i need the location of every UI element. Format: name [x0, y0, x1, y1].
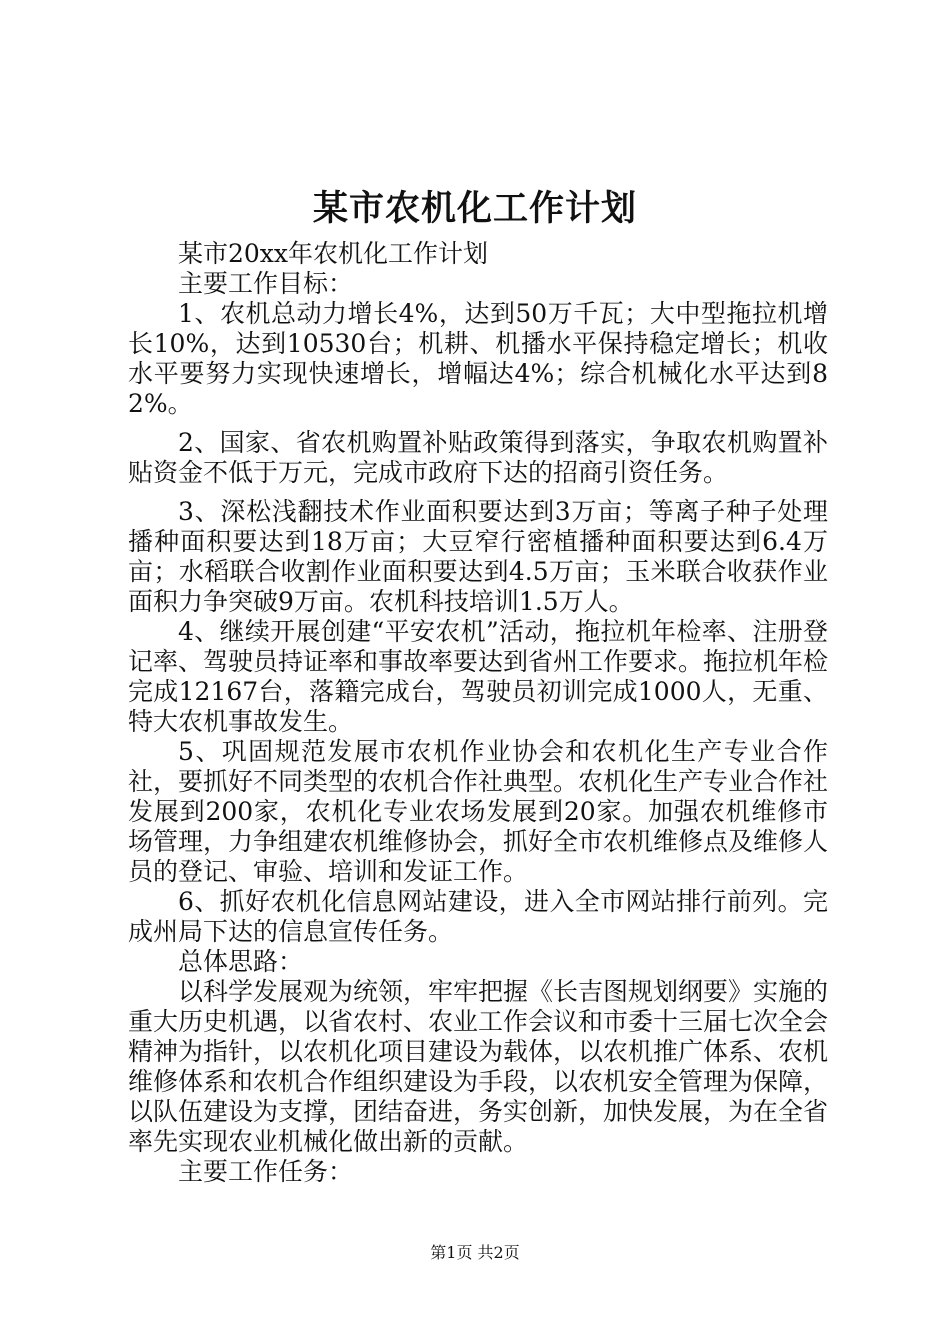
page-footer: 第1页 共2页: [430, 1243, 520, 1262]
section-heading-goals: 主要工作目标：: [178, 269, 354, 298]
document-title: 某市农机化工作计划: [312, 188, 637, 229]
goal-item-5: 5、巩固规范发展市农机作业协会和农机化生产专业合作社，要抓好不同类型的农机合作社典型。农机化生产专业合作社发展到200家，农机化专业农场发展到20家。加强农机维修市场管理，力争组建农机维修协会，抓好全市农机维修点及维修人员的登记、审验、培训和发证工作。: [128, 737, 829, 886]
goal-item-6: 6、抓好农机化信息网站建设，进入全市网站排行前列。完成州局下达的信息宣传任务。: [128, 887, 828, 946]
goal-item-1: 1、农机总动力增长4%，达到50万千瓦；大中型拖拉机增长10%，达到10530台；机耕、机播水平保持稳定增长；机收水平要努力实现快速增长，增幅达4%；综合机械化水平达到82%。: [128, 299, 828, 418]
plan-heading: 某市20xx年农机化工作计划: [178, 239, 489, 268]
section-heading-tasks: 主要工作任务：: [178, 1157, 354, 1186]
document-body: [128, 239, 828, 1187]
section-heading-approach: 总体思路：: [178, 947, 304, 976]
approach-paragraph: 以科学发展观为统领，牢牢把握《长吉图规划纲要》实施的重大历史机遇，以省农村、农业工作会议和市委十三届七次全会精神为指针，以农机化项目建设为载体，以农机推广体系、农机维修体系和农机合作组织建设为手段，以农机安全管理为保障，以队伍建设为支撑，团结奋进，务实创新，加快发展，为在全省率先实现农业机械化做出新的贡献。: [128, 977, 829, 1156]
goal-item-3: 3、深松浅翻技术作业面积要达到3万亩；等离子种子处理播种面积要达到18万亩；大豆窄行密植播种面积要达到6.4万亩；水稻联合收割作业面积要达到4.5万亩；玉米联合收获作业面积力争突破9万亩。农机科技培训1.5万人。: [128, 497, 828, 616]
goal-item-4: 4、继续开展创建“平安农机”活动，拖拉机年检率、注册登记率、驾驶员持证率和事故率要达到省州工作要求。拖拉机年检完成12167台，落籍完成台，驾驶员初训完成1000人，无重、特大农机事故发生。: [128, 617, 829, 736]
goal-item-2: 2、国家、省农机购置补贴政策得到落实，争取农机购置补贴资金不低于万元，完成市政府下达的招商引资任务。: [128, 428, 828, 487]
